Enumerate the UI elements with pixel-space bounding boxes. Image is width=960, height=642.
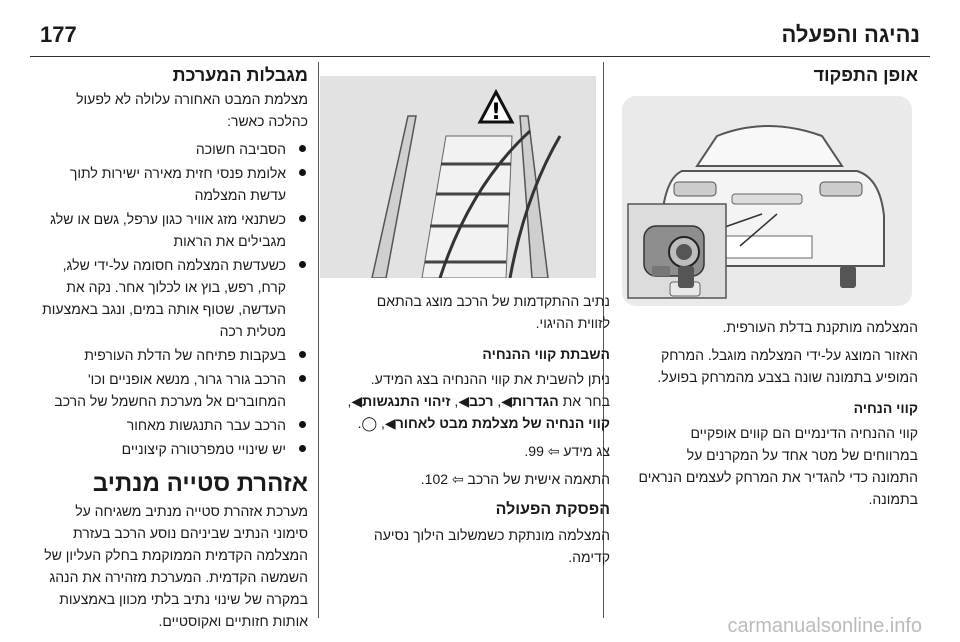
system-limits-heading: מגבלות המערכת xyxy=(172,65,308,85)
bullet-icon xyxy=(299,445,306,452)
arrow-icon: ◀ xyxy=(501,393,513,409)
bullet-icon xyxy=(299,375,306,382)
rear-view-display-illustration xyxy=(320,76,596,278)
section-title: נהיגה והפעלה xyxy=(781,22,920,47)
camera-caption: המצלמה מותקנת בדלת העורפית. xyxy=(722,319,918,335)
list-item: הרכב עבר התנגשות מאחור xyxy=(38,414,308,436)
guide-lines-heading: קווי הנחיה xyxy=(853,400,918,416)
bullet-icon xyxy=(299,421,306,428)
deactivation-heading: הפסקת הפעולה xyxy=(495,501,610,518)
guide-lines-text: קווי ההנחיה הדינמיים הם קווים אופקיים במרווחים של מטר אחד על המקרנים על התמונה כדי להגדיר את המרחק לעצמים הנראים בתמונה. xyxy=(638,425,918,507)
arrow-icon: ◀ xyxy=(384,415,396,431)
how-it-works-heading: אופן התפקוד xyxy=(813,65,918,85)
lane-departure-heading: אזהרת סטייה מנתיב xyxy=(92,470,308,497)
disable-guide-lines-heading: השבתת קווי ההנחיה xyxy=(482,346,610,362)
arrow-icon: ◀ xyxy=(351,393,363,409)
watermark: carmanualsonline.info xyxy=(727,615,922,637)
car-rear-illustration xyxy=(622,96,912,306)
toggle-circle-icon: ◯ xyxy=(361,415,378,431)
list-item: אלומת פנסי חזית מאירה ישירות לתוך עדשת המצלמה xyxy=(38,162,308,206)
header-rule xyxy=(30,56,930,57)
personalisation-ref: התאמה אישית של הרכב ⇦ 102. xyxy=(420,471,610,487)
system-limits-intro: מצלמת המבט האחורה עלולה לא לפעול כהלכה כאשר: xyxy=(76,91,308,129)
path-caption: נתיב ההתקדמות של הרכב מוצג בהתאם לזווית ההיגוי. xyxy=(376,293,610,331)
disable-instructions: ניתן להשבית את קווי ההנחיה בצג המידע. בחר את הגדרות◀, רכב◀, זיהוי התנגשות◀, קווי הנחיה של מצלמת מבט לאחור◀, ◯. xyxy=(347,371,610,431)
bullet-icon xyxy=(299,169,306,176)
list-item: יש שינויי טמפרטורה קיצוניים xyxy=(38,438,308,460)
bullet-icon xyxy=(299,145,306,152)
svg-text:!: ! xyxy=(490,100,502,125)
list-item: הרכב גורר גרור, מנשא אופניים וכו' המחוברים אל מערכת החשמל של הרכב xyxy=(38,368,308,412)
camera-area-text: האזור המוצג על-ידי המצלמה מוגבל. המרחק המופיע בתמונה שונה בצבע מהמרחק בפועל. xyxy=(657,347,918,385)
bullet-icon xyxy=(299,261,306,268)
column-divider-left xyxy=(318,62,319,618)
bullet-icon xyxy=(299,351,306,358)
list-item: בעקבות פתיחה של הדלת העורפית xyxy=(38,344,308,366)
bullet-icon xyxy=(299,215,306,222)
page-header xyxy=(40,22,920,52)
left-column xyxy=(38,62,308,638)
deactivation-text: המצלמה מונתקת כשמשלוב הילוך נסיעה קדימה. xyxy=(373,527,610,565)
lane-departure-text: מערכת אזהרת סטייה מנתיב משגיחה על סימוני הנתיב שביניהם נוסע הרכב בעזרת המצלמה הקדמית הממוקמת בחלק העליון של השמשה הקדמית. המערכת מזהירה את הנהג במקרה של שינוי נתיב בלתי מכוון באמצעות אותות חזותיים ואקוסטיים. xyxy=(44,503,308,629)
info-display-ref: צג מידע ⇦ 99. xyxy=(524,443,610,459)
page-number: 177 xyxy=(40,22,77,47)
list-item: כשתנאי מזג אוויר כגון ערפל, גשם או שלג מגבילים את הראות xyxy=(38,208,308,252)
arrow-icon: ◀ xyxy=(458,393,470,409)
list-item: הסביבה חשוכה xyxy=(38,138,308,160)
limits-list xyxy=(38,138,308,460)
list-item: כשעדשת המצלמה חסומה על-ידי שלג, קרח, רפש, בוץ או לכלוך אחר. נקה את העדשה, שטוף אותה במים, ונגב באמצעות מטלית רכה xyxy=(38,254,308,342)
